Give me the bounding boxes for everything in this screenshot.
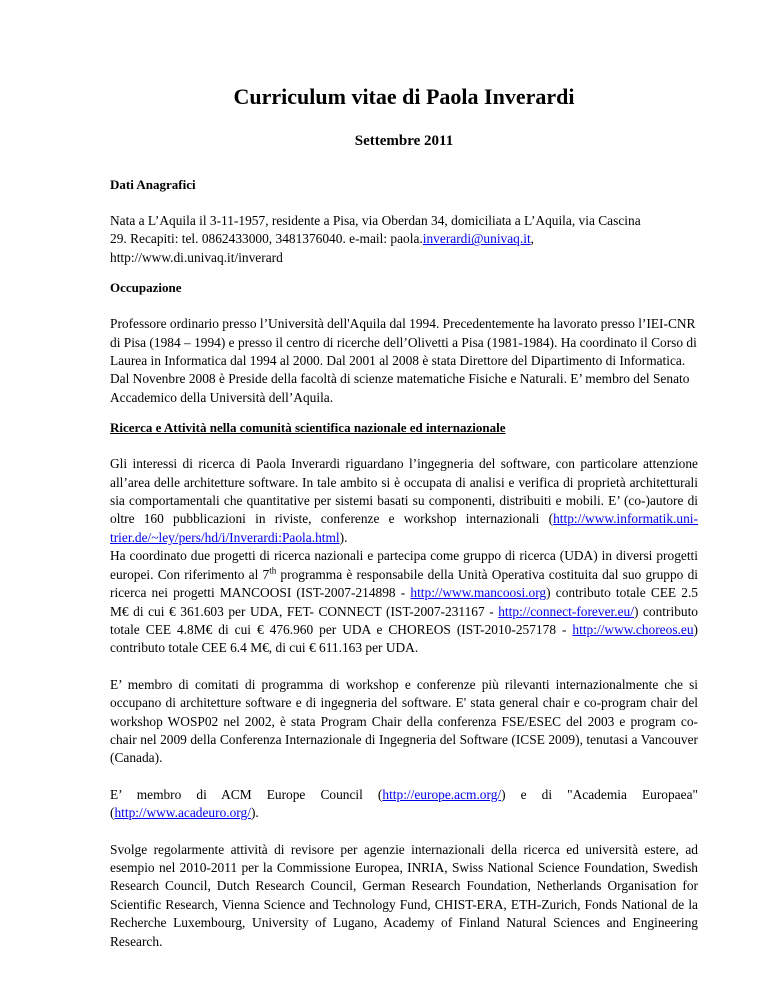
- section-heading-occupazione: Occupazione: [110, 280, 182, 296]
- homepage-url: http://www.di.univaq.it/inverard: [110, 249, 283, 265]
- ricerca-p4-b: ) e di "Academia Europaea" (: [110, 786, 698, 821]
- email-link[interactable]: inverardi@univaq.it: [422, 231, 531, 247]
- dblp-link[interactable]: http://www.informatik.uni-trier.de/~ley/pers/hd/i/Inverardi:Paola.html: [110, 511, 698, 545]
- ricerca-p1-end: ).: [339, 529, 348, 545]
- mancoosi-link[interactable]: http://www.mancoosi.org: [410, 585, 547, 601]
- ricerca-p1-text: Gli interessi di ricerca di Paola Inverardi riguardano l’ingegneria del software, con particolare attenzione all’area delle architetture software. In tale ambito si è occupata di analisi e verifica di proprietà architetturali sia comportamentali che quantitative per sistemi basati su componenti, distribuiti e mobili. E’ (co-)autore di oltre 160 pubblicazioni in riviste, conferenze e workshop internazionali (: [110, 456, 698, 527]
- contacts-line-end: ,: [530, 231, 535, 247]
- choreos-link[interactable]: http://www.choreos.eu: [572, 621, 694, 637]
- acm-europe-link[interactable]: http://europe.acm.org/: [382, 786, 502, 802]
- document-title: Curriculum vitae di Paola Inverardi: [233, 84, 575, 109]
- section-heading-dati-anagrafici: Dati Anagrafici: [110, 177, 196, 192]
- section-heading-ricerca: Ricerca e Attività nella comunità scientifica nazionale ed internazionale: [110, 420, 506, 436]
- ricerca-p4-c: ).: [250, 805, 259, 821]
- ricerca-p2-d: ) contributo totale CEE 4.8M€ di cui € 476.960 per UDA e CHOREOS (IST-2010-257178 -: [110, 603, 698, 637]
- connect-link[interactable]: http://connect-forever.eu/: [498, 603, 634, 619]
- ricerca-paragraph-5: Svolge regolarmente attività di revisore per agenzie internazionali della ricerca ed università estere, ad esempio nel 2010-2011 per la Commissione Europea, INRIA, Swiss National Science Foundation, Swedish Research Council, Dutch Research Council, German Research Foundation, Netherlands Organisation for Scientific Research, Vienna Science and Technology Fund, CHIST-ERA, ETH-Zurich, Fonds National de la Recherche Luxembourg, University of Lugano, Academy of Finland Natural Sciences and Engineering Research.: [110, 841, 698, 949]
- dati-anagrafici-text: [110, 212, 698, 267]
- ricerca-p2-c: ) contributo totale CEE 2.5 M€ di cui € 361.603 per UDA, FET- CONNECT (IST-2007-231167 -: [110, 585, 698, 619]
- ricerca-paragraph-3: E’ membro di comitati di programma di workshop e conferenze più rilevanti internazionalmente che si occupano di architetture software e di ingegneria del software. E' stata general chair e co-program chair del workshop WOSP02 nel 2002, è stata Program Chair della conferenza FSE/ESEC del 2003 e program co-chair nel 2009 della Conferenza Internazionale di Ingegneria del Software (ICSE 2009), tenutasi a Vancouver (Canada).: [110, 676, 698, 766]
- ricerca-paragraph-4: [110, 786, 698, 823]
- ricerca-p2-sup: th: [269, 565, 277, 576]
- contacts-line: 29. Recapiti: tel. 0862433000, 3481376040. e-mail: paola.: [110, 231, 423, 247]
- document-date: Settembre 2011: [354, 133, 454, 149]
- ricerca-p4-a: E’ membro di ACM Europe Council (: [110, 786, 383, 802]
- ricerca-p2-b: programma è responsabile della Unità Operativa costituita dal suo gruppo di ricerca nei progetti MANCOOSI (IST-2007-214898 -: [110, 566, 698, 601]
- ricerca-paragraph-1: [110, 455, 698, 657]
- ricerca-p2-e: ) contributo totale CEE 6.4 M€, di cui € 611.163 per UDA.: [110, 621, 698, 656]
- address-line: Nata a L’Aquila il 3-11-1957, residente a Pisa, via Oberdan 34, domiciliata a L’Aquila, via Cascina: [110, 213, 641, 228]
- acadeuro-link[interactable]: http://www.acadeuro.org/: [114, 805, 251, 821]
- occupazione-text: Professore ordinario presso l’Università dell'Aquila dal 1994. Precedentemente ha lavorato presso l’IEI-CNR di Pisa (1984 – 1994) e presso il centro di ricerche dell’Olivetti a Pisa (1981-1984). Ha coordinato il Corso di Laurea in Informatica dal 1994 al 2000. Dal 2001 al 2008 è stata Direttore del Dipartimento di Informatica. Dal Novenbre 2008 è Preside della facoltà di scienze matematiche Fisiche e Naturali. E’ membro del Senato Accademico della Università dell’Aquila.: [110, 316, 697, 405]
- ricerca-p2-a: Ha coordinato due progetti di ricerca nazionali e partecipa come gruppo di ricerca (UDA) in diversi progetti europei. Con riferimento al 7: [110, 548, 698, 582]
